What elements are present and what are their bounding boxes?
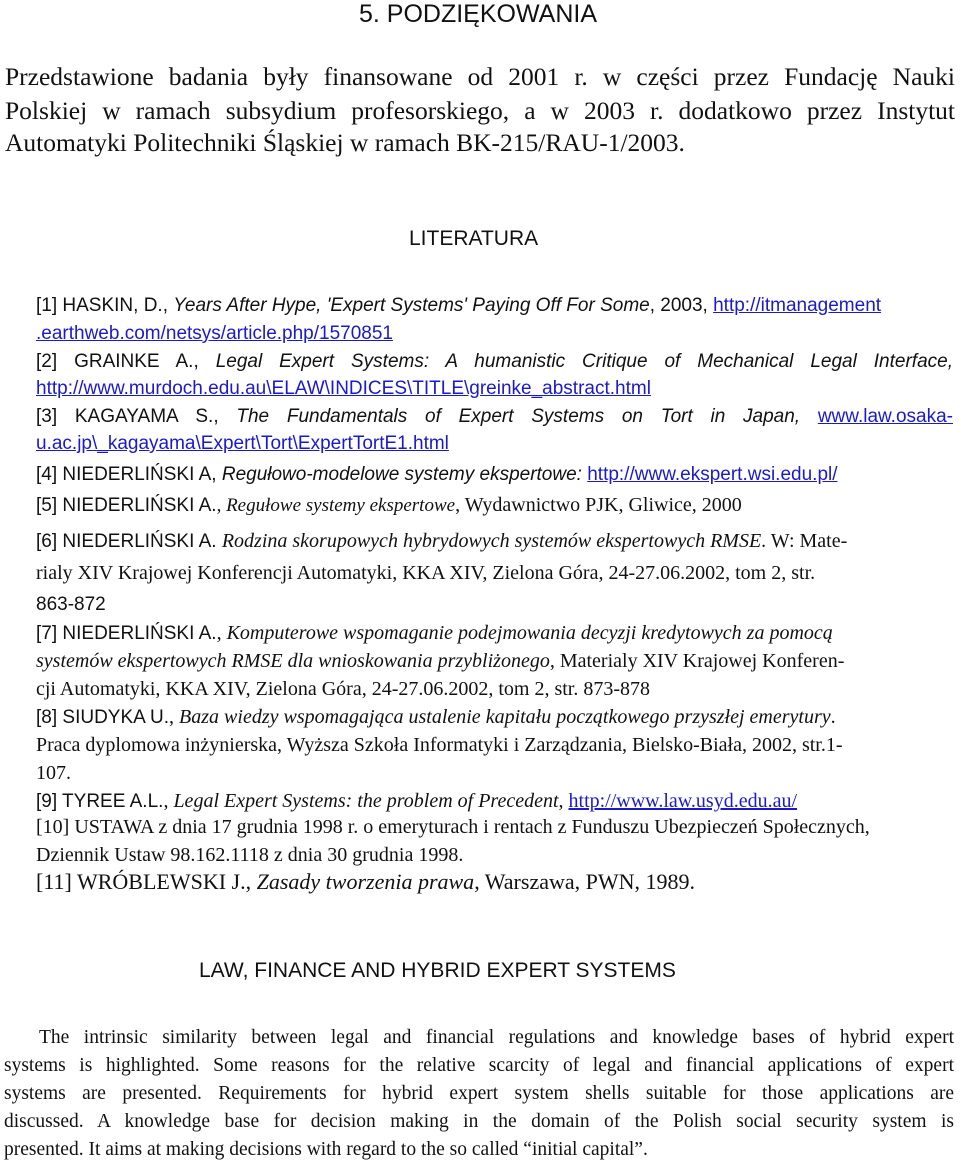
ref-title: Legal Expert Systems: A humanistic Critique of Mechanical Legal Interface, <box>215 351 953 372</box>
ref-author: [5] NIEDERLIŃSKI A. <box>36 495 217 516</box>
ref-title: Rodzina skorupowych hybrydowych systemów ekspertowych RMSE <box>221 530 762 552</box>
ref-author: [1] HASKIN, D. <box>36 295 163 316</box>
ref-author: [2] GRAINKE A. <box>36 351 194 372</box>
ref-author: [7] NIEDERLIŃSKI A. <box>36 623 217 644</box>
english-title: LAW, FINANCE AND HYBRID EXPERT SYSTEMS <box>199 959 676 982</box>
ack-line: Automatyki Politechniki Śląskiej w ramach BK-215/RAU-1/2003. <box>5 128 685 157</box>
ref-title: Years After Hype, 'Expert Systems' Paying Off For Some <box>173 295 650 316</box>
section-heading: 5. PODZIĘKOWANIA <box>359 0 598 28</box>
ref-author: [4] NIEDERLIŃSKI A, <box>36 464 222 485</box>
abstract-line: systems is highlighted. Some reasons for the relative scarcity of legal and financial applications of expert <box>4 1055 954 1076</box>
ref-link[interactable]: http://www.murdoch.edu.au\ELAW\INDICES\TITLE\greinke_abstract.html <box>36 378 651 399</box>
ref-author: [9] TYREE A.L. <box>36 791 164 812</box>
ref-title: The Fundamentals of Expert Systems on Tort in Japan, <box>236 406 801 427</box>
abstract-line: discussed. A knowledge base for decision making in the domain of the Polish social security system is <box>4 1111 954 1132</box>
abstract-line: presented. It aims at making decisions with regard to the so called “initial capital”. <box>4 1139 648 1160</box>
abstract-line: The intrinsic similarity between legal and financial regulations and knowledge bases of hybrid expert <box>39 1027 954 1048</box>
ref-title: Regułowo-modelowe systemy ekspertowe: <box>221 464 582 485</box>
ref-link[interactable]: .earthweb.com/netsys/article.php/1570851 <box>36 323 393 344</box>
ref-title: Regułowe systemy ekspertowe <box>226 495 456 516</box>
ref-title: Komputerowe wspomaganie podejmowania decyzji kredytowych za pomocą <box>226 622 833 644</box>
ref-author: [8] SIUDYKA U. <box>36 707 170 728</box>
ref-author: [6] NIEDERLIŃSKI A. <box>36 531 222 552</box>
literatura-heading: LITERATURA <box>409 227 539 250</box>
ref-link[interactable]: http://itmanagement <box>713 295 882 316</box>
ref-title: Legal Expert Systems: the problem of Precedent <box>173 790 559 812</box>
ref-link[interactable]: http://www.ekspert.wsi.edu.pl/ <box>587 464 838 485</box>
abstract-line: systems are presented. Requirements for hybrid expert system shells suitable for those applications are <box>4 1083 954 1104</box>
ref-author: [3] KAGAYAMA S. <box>36 406 214 427</box>
ref-link[interactable]: www.law.osaka- <box>817 406 953 427</box>
ref-link[interactable]: u.ac.jp\_kagayama\Expert\Tort\ExpertTortE1.html <box>36 433 449 454</box>
ref-author: [11] WRÓBLEWSKI J. <box>36 869 246 894</box>
ack-line: Przedstawione badania były finansowane od 2001 r. w części przez Fundację Nauki <box>5 62 955 91</box>
ref-title: systemów ekspertowych RMSE dla wnioskowania przybliżonego <box>36 650 550 672</box>
ref-title: Baza wiedzy wspomagająca ustalenie kapitału początkowego przyszłej emerytury <box>179 706 831 728</box>
ref-title: Zasady tworzenia prawa <box>256 869 475 894</box>
ref-link[interactable]: http://www.law.usyd.edu.au/ <box>568 790 798 812</box>
ack-line: Polskiej w ramach subsydium profesorskiego, a w 2003 r. dodatkowo przez Instytut <box>5 96 955 125</box>
